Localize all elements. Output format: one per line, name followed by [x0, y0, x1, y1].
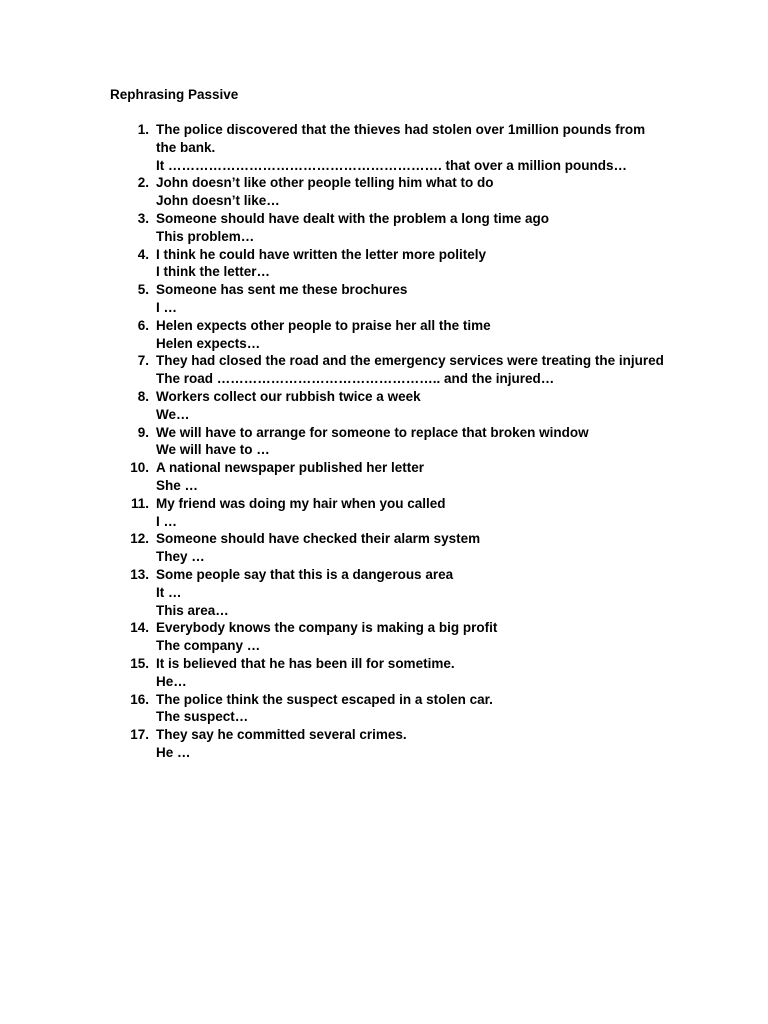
list-item — [0, 388, 768, 424]
list-item — [0, 459, 768, 495]
item-answer-line: He … — [156, 744, 191, 760]
item-number: 10. — [130, 460, 149, 476]
item-sentence: I think he could have written the letter more politely — [156, 246, 487, 262]
item-number: 1. — [137, 122, 149, 137]
item-sentence: Someone should have dealt with the problem a long time ago — [156, 210, 550, 226]
item-answer-line: the bank. — [156, 139, 216, 155]
item-number: 13. — [130, 566, 149, 582]
item-sentence: They say he committed several crimes. — [156, 727, 407, 743]
item-number: 12. — [130, 531, 149, 547]
item-sentence: My friend was doing my hair when you called — [156, 495, 446, 511]
item-sentence: Someone should have checked their alarm system — [156, 531, 481, 547]
item-number: 16. — [130, 691, 149, 707]
list-item — [0, 210, 768, 246]
item-number: 8. — [137, 388, 149, 404]
list-item — [0, 619, 768, 655]
item-sentence: The police discovered that the thieves had stolen over 1million pounds from — [156, 122, 646, 137]
item-answer-line: It … — [156, 584, 182, 600]
list-item — [0, 281, 768, 317]
item-number: 11. — [130, 495, 149, 511]
item-text — [156, 246, 676, 282]
item-text — [156, 210, 676, 246]
item-text — [156, 317, 676, 353]
item-sentence: The police think the suspect escaped in a stolen car. — [156, 691, 493, 707]
item-answer-line: We will have to … — [156, 442, 270, 458]
list-item — [0, 495, 768, 531]
document-title: Rephrasing Passive — [110, 87, 239, 102]
list-item — [0, 121, 768, 174]
item-sentence: They had closed the road and the emergency services were treating the injured — [156, 353, 664, 369]
item-text — [156, 281, 676, 317]
list-item — [0, 691, 768, 727]
list-item — [0, 246, 768, 282]
list-item — [0, 174, 768, 210]
item-text — [156, 530, 676, 566]
item-answer-line: Helen expects… — [156, 335, 261, 351]
item-sentence: Some people say that this is a dangerous area — [156, 566, 454, 582]
item-sentence: A national newspaper published her letter — [156, 460, 425, 476]
item-text — [156, 566, 676, 619]
item-answer-line: She … — [156, 477, 199, 493]
item-number: 14. — [130, 620, 149, 636]
item-answer-line: He… — [156, 673, 187, 689]
list-item — [0, 655, 768, 691]
item-answer-line: The road ………………………………………….. and the injured… — [156, 371, 555, 387]
item-answer-line: The company … — [156, 638, 261, 654]
item-number: 5. — [137, 282, 149, 298]
item-text — [156, 655, 676, 691]
item-sentence: It is believed that he has been ill for sometime. — [156, 655, 455, 671]
item-number: 2. — [137, 175, 149, 191]
item-sentence: Someone has sent me these brochures — [156, 282, 408, 298]
list-item — [0, 317, 768, 353]
item-answer-line: I think the letter… — [156, 264, 271, 280]
item-answer-line: The suspect… — [156, 709, 249, 725]
item-number: 15. — [130, 655, 149, 671]
list-item — [0, 424, 768, 460]
item-answer-line: I … — [156, 513, 178, 529]
item-text — [156, 726, 676, 762]
item-text — [156, 459, 676, 495]
item-sentence: Workers collect our rubbish twice a week — [156, 388, 421, 404]
item-text — [156, 619, 676, 655]
list-item — [0, 726, 768, 762]
item-answer-line: This area… — [156, 602, 229, 618]
item-answer-line: John doesn’t like… — [156, 193, 280, 209]
item-answer-line: We… — [156, 406, 190, 422]
item-answer-line: It ……………………………………………………. that over a million pounds… — [156, 157, 628, 173]
item-text — [156, 495, 676, 531]
item-text — [156, 424, 676, 460]
item-number: 7. — [137, 353, 149, 369]
item-number: 17. — [130, 727, 149, 743]
item-text — [156, 174, 676, 210]
item-sentence: Everybody knows the company is making a big profit — [156, 620, 498, 636]
list-item — [0, 566, 768, 619]
item-number: 3. — [137, 210, 149, 226]
item-sentence: John doesn’t like other people telling him what to do — [156, 175, 494, 191]
item-answer-line: They … — [156, 549, 205, 565]
item-number: 4. — [137, 246, 149, 262]
item-answer-line: I … — [156, 299, 178, 315]
item-text — [156, 352, 676, 388]
item-text — [156, 121, 676, 174]
list-item — [0, 352, 768, 388]
item-sentence: Helen expects other people to praise her all the time — [156, 317, 491, 333]
exercise-list — [0, 121, 768, 762]
item-answer-line: This problem… — [156, 228, 255, 244]
item-number: 6. — [137, 317, 149, 333]
item-text — [156, 691, 676, 727]
item-sentence: We will have to arrange for someone to replace that broken window — [156, 424, 589, 440]
list-item — [0, 530, 768, 566]
item-text — [156, 388, 676, 424]
item-number: 9. — [137, 424, 149, 440]
